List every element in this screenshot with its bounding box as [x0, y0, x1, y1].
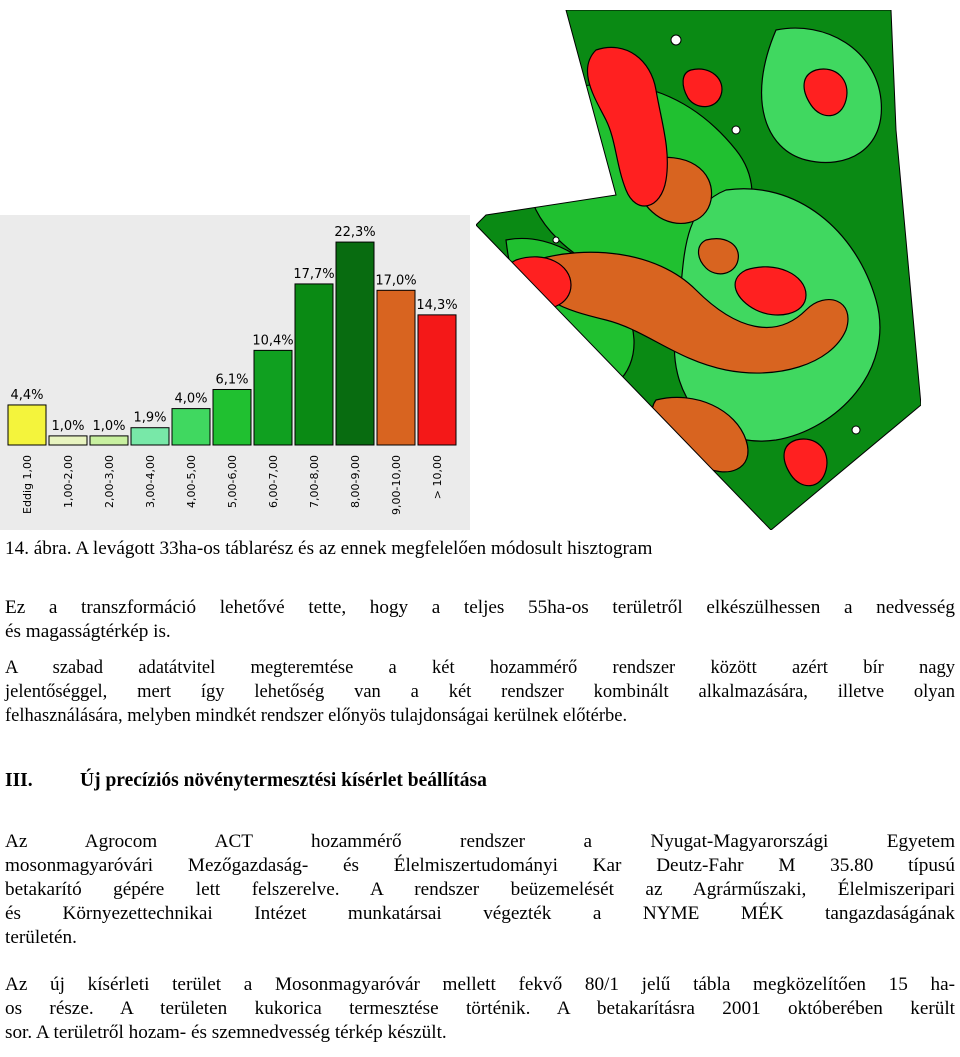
histogram-bar [213, 389, 251, 445]
map-spot [671, 35, 681, 45]
text-line: felhasználására, melyben mindkét rendszer előnyös tulajdonságai kerülnek előtérbe. [5, 706, 628, 726]
map-spot [852, 426, 860, 434]
histogram-value-label: 22,3% [334, 225, 376, 241]
section-heading [5, 769, 955, 793]
text-line: A szabad adatátvitel megteremtése a két hozammérő rendszer között azért bír nagy [5, 658, 955, 678]
text-line: os része. A területen kukorica termesztése történik. A betakarításra 2001 októberében került [5, 998, 955, 1019]
histogram-bar [90, 436, 128, 445]
text-line: Az Agrocom ACT hozammérő rendszer a Nyugat-Magyarországi Egyetem [5, 831, 955, 852]
section-number: III. [5, 770, 33, 791]
map-spot [553, 237, 559, 243]
text-line: Az új kísérleti terület a Mosonmagyaróvár mellett fekvő 80/1 jelű tábla megközelítően 15 ha- [5, 974, 955, 995]
histogram-value-label: 1,0% [51, 418, 85, 434]
histogram-bar [8, 405, 46, 445]
yield-map [476, 10, 921, 530]
histogram-category-label: 6,00-7,00 [267, 455, 280, 508]
text-line: sor. A területről hozam- és szemnedvesség térkép készült. [5, 1022, 447, 1043]
text-line: jelentőséggel, mert így lehetőség van a két rendszer kombinált alkalmazására, illetve olyan [5, 682, 955, 702]
histogram-category-label: 7,00-8,00 [308, 455, 321, 508]
histogram-value-label: 10,4% [252, 333, 294, 349]
paragraph-agrocom [5, 830, 955, 950]
paragraph-data-transfer [5, 656, 955, 728]
histogram-bar [295, 284, 333, 445]
text-line: betakarító gépére lett felszerelve. A rendszer beüzemelését az Agrárműszaki, Élelmiszeripari [5, 879, 955, 900]
text-line: Ez a transzformáció lehetővé tette, hogy a teljes 55ha-os területről elkészülhessen a nedvesség [5, 597, 955, 618]
histogram-value-label: 14,3% [416, 297, 458, 313]
histogram-value-label: 1,9% [133, 410, 167, 426]
histogram-category-label: > 10,00 [431, 455, 444, 500]
histogram-value-label: 6,1% [215, 372, 249, 388]
section-title: Új precíziós növénytermesztési kísérlet beállítása [80, 770, 487, 791]
paragraph-transformation [5, 596, 955, 644]
histogram-bar [418, 315, 456, 445]
histogram-bar [377, 290, 415, 445]
histogram-category-label: Eddig 1,00 [21, 455, 34, 514]
histogram-bar [172, 409, 210, 445]
histogram-value-label: 17,7% [293, 266, 335, 282]
histogram-bar [336, 242, 374, 445]
histogram-value-label: 4,4% [10, 387, 44, 403]
paragraph-test-area [5, 973, 955, 1045]
histogram-bar [254, 350, 292, 445]
text-line: mosonmagyaróvári Mezőgazdaság- és Élelmiszertudományi Kar Deutz-Fahr M 35.80 típusú [5, 855, 955, 876]
figure-caption: 14. ábra. A levágott 33ha-os táblarész és az ennek megfelelően módosult hisztogram [5, 538, 653, 559]
histogram-bar [49, 436, 87, 445]
histogram-chart [0, 215, 470, 530]
text-line: és Környezettechnikai Intézet munkatársai végezték a NYME MÉK tangazdaságának [5, 903, 955, 924]
histogram-category-label: 2,00-3,00 [103, 455, 116, 508]
histogram-value-label: 17,0% [375, 273, 417, 289]
map-spot [622, 466, 630, 474]
map-spot [732, 126, 740, 134]
histogram-category-label: 5,00-6,00 [226, 455, 239, 508]
text-line: és magasságtérkép is. [5, 621, 171, 642]
histogram-category-label: 9,00-10,00 [390, 455, 403, 515]
histogram-category-label: 1,00-2,00 [62, 455, 75, 508]
histogram-category-label: 4,00-5,00 [185, 455, 198, 508]
histogram-category-label: 3,00-4,00 [144, 455, 157, 508]
text-line: területén. [5, 927, 77, 948]
histogram-value-label: 1,0% [92, 418, 126, 434]
histogram-bar [131, 428, 169, 445]
histogram-category-label: 8,00-9,00 [349, 455, 362, 508]
histogram-value-label: 4,0% [174, 391, 208, 407]
